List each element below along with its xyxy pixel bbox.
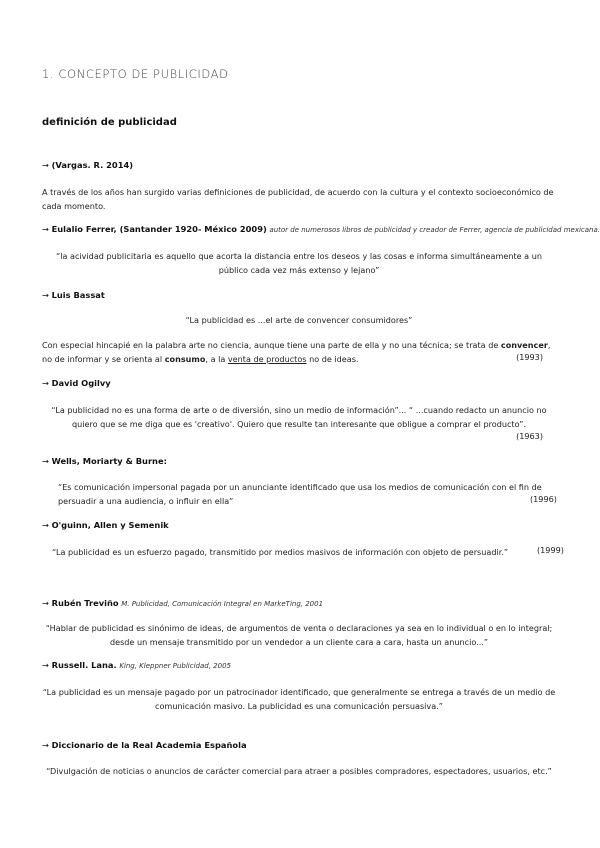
author-name: Eulalio Ferrer, (Santander 1920- México 2009) [51,224,267,234]
oguinn-year: (1999) [537,545,564,555]
russell-quote: “La publicidad es un mensaje pagado por un patrocinador identificado, que generalmente se entrega a través de un medio de comunicación masivo. La publicidad es una comunicación persuasiva.” [42,687,556,711]
bassat-year: (1993) [516,352,543,362]
author-ogilvy [42,378,111,388]
text-run: Con especial hincapié en la palabra arte no ciencia, aunque tiene una parte de ella y no una técnica; se trata de [42,340,501,350]
text-run: , no de informar y se orienta al [42,340,551,364]
wells-quote: “Es comunicación impersonal pagada por un anunciante identificado que usa los medios de comunicación con el fin de persuadir a una audiencia, o influir en ella” [58,482,542,506]
author-ferrer [42,224,600,234]
author-vargas [42,160,133,170]
author-oguinn [42,520,169,530]
ogilvy-quote: “La publicidad no es una forma de arte o de diversión, sino un medio de información”... “ ...cuando redacto un anuncio no quiero que se me diga que es 'creativo'. Quiero que resulte tan interesante que obligue a comprar el producto”. [51,405,547,429]
author-name: (Vargas. R. 2014) [51,160,134,170]
arrow-icon: → [42,456,49,466]
arrow-icon: → [42,660,49,670]
author-name: O'guinn, Allen y Semenik [51,520,169,530]
arrow-icon: → [42,224,49,234]
ferrer-quote: “la acividad publicitaria es aquello que acorta la distancia entre los deseos y las cosas e informa simultáneamente a un público cada vez más extenso y lejano” [56,251,542,275]
subheading: definición de publicidad [42,117,177,128]
underlined-term: venta de productos [227,354,307,364]
author-wells [42,456,167,466]
author-name: Luis Bassat [51,290,105,300]
bold-term: consumo [164,354,206,364]
trevino-quote: “Hablar de publicidad es sinónimo de ideas, de argumentos de venta o declaraciones ya sea en lo individual o en lo integral; desde un mensaje transmitido por un vendedor a un cliente cara a cara, hasta un anuncio...” [45,623,553,647]
section-heading: 1. CONCEPTO DE PUBLICIDAD [42,67,229,81]
author-bassat [42,290,105,300]
ogilvy-year: (1963) [516,431,543,441]
rae-quote: “Divulgación de noticias o anuncios de carácter comercial para atraer a posibles compradores, espectadores, usuarios, etc.” [46,766,552,776]
author-trevino [42,598,323,608]
text-run: no de ideas. [306,354,359,364]
bassat-quote: “La publicidad es ...el arte de convencer consumidores” [185,315,413,325]
arrow-icon: → [42,520,49,530]
author-note: King, Kleppner Publicidad, 2005 [119,662,231,670]
author-name: Russell. Lana. [51,660,117,670]
text-run: , a la [205,354,228,364]
author-name: Wells, Moriarty & Burne: [51,456,167,466]
author-rae [42,740,247,750]
arrow-icon: → [42,378,49,388]
bassat-text [42,338,556,366]
vargas-text: A través de los años han surgido varias definiciones de publicidad, de acuerdo con la cultura y el contexto socioeconómico de cada momento. [42,187,554,211]
arrow-icon: → [42,160,49,170]
arrow-icon: → [42,290,49,300]
author-name: Rubén Treviño [51,598,119,608]
author-name: David Ogilvy [51,378,111,388]
author-note: M. Publicidad, Comunicación Integral en MarkeTing, 2001 [121,600,324,608]
author-name: Diccionario de la Real Academia Española [51,740,247,750]
author-russell [42,660,231,670]
wells-year: (1996) [530,494,557,504]
author-note: autor de numerosos libros de publicidad y creador de Ferrer, agencia de publicidad mexicana. [269,226,600,234]
oguinn-quote: “La publicidad es un esfuerzo pagado, transmitido por medios masivos de información con objeto de persuadir.” [52,547,509,557]
bold-term: convencer [500,340,548,350]
arrow-icon: → [42,598,49,608]
arrow-icon: → [42,740,49,750]
